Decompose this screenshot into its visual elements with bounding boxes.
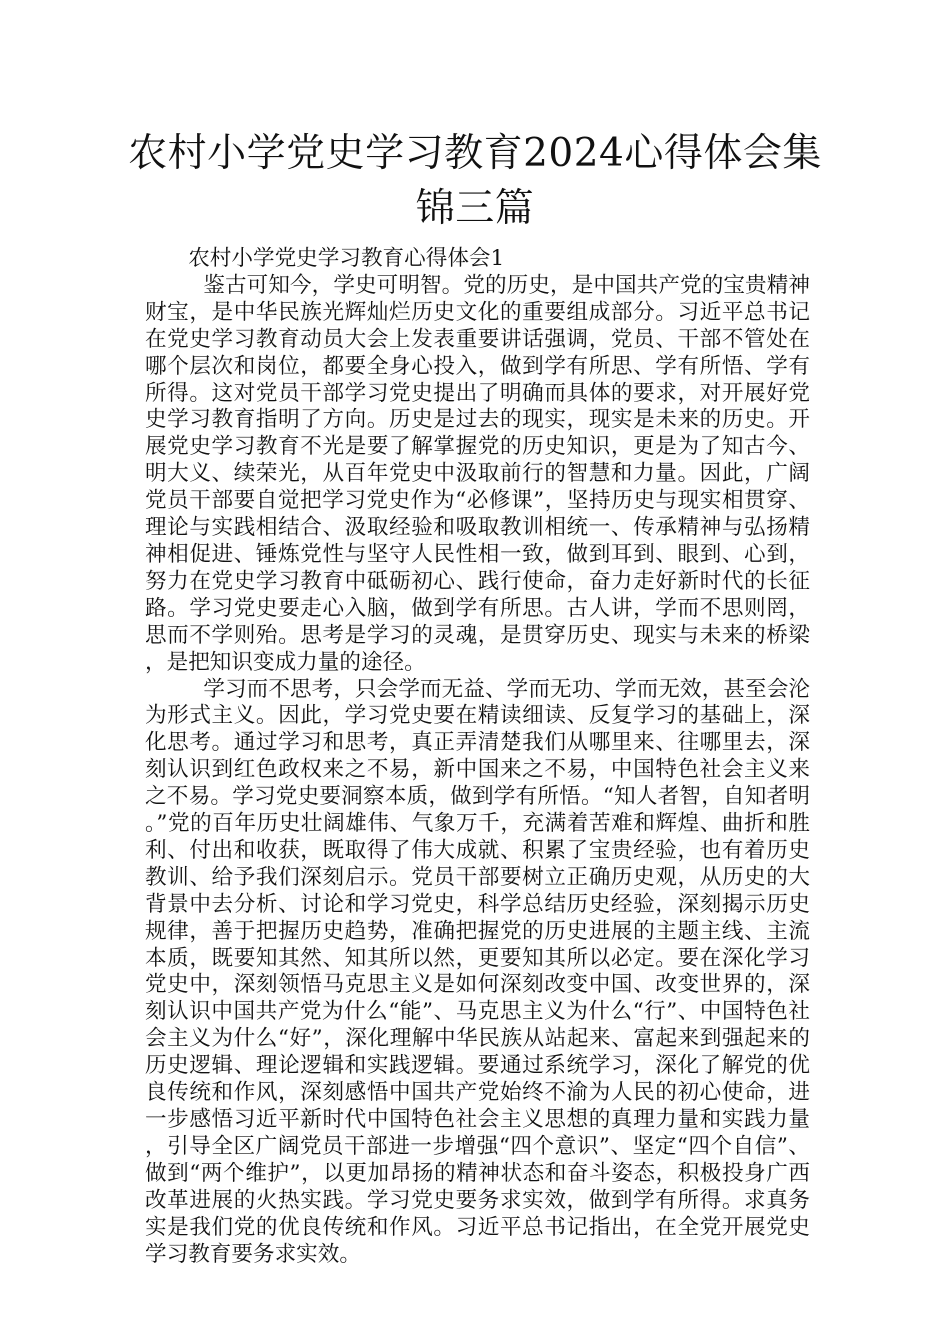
- document-body: [145, 246, 810, 1268]
- paragraph-1: 鉴古可知今，学史可明智。党的历史，是中国共产党的宝贵精神财宝，是中华民族光辉灿烂历史文化的重要组成部分。习近平总书记在党史学习教育动员大会上发表重要讲话强调，党员、干部不管处在哪个层次和岗位，都要全身心投入，做到学有所思、学有所悟、学有所得。这对党员干部学习党史提出了明确而具体的要求，对开展好党史学习教育指明了方向。历史是过去的现实，现实是未来的历史。开展党史学习教育不光是要了解掌握党的历史知识，更是为了知古今、明大义、续荣光，从百年党史中汲取前行的智慧和力量。因此，广阔党员干部要自觉把学习党史作为“必修课”，坚持历史与现实相贯穿、理论与实践相结合、汲取经验和吸取教训相统一、传承精神与弘扬精神相促进、锤炼党性与坚守人民性相一致，做到耳到、眼到、心到，努力在党史学习教育中砥砺初心、践行使命，奋力走好新时代的长征路。学习党史要走心入脑，做到学有所思。古人讲，学而不思则罔，思而不学则殆。思考是学习的灵魂，是贯穿历史、现实与未来的桥梁，是把知识变成力量的途径。: [145, 272, 810, 675]
- section-heading: 农村小学党史学习教育心得体会1: [188, 246, 505, 271]
- document-title: 农村小学党史学习教育2024心得体会集锦三篇: [128, 131, 822, 231]
- paragraph-2: 学习而不思考，只会学而无益、学而无功、学而无效，甚至会沦为形式主义。因此，学习党史要在精读细读、反复学习的基础上，深化思考。通过学习和思考，真正弄清楚我们从哪里来、往哪里去，深刻认识到红色政权来之不易，新中国来之不易，中国特色社会主义来之不易。学习党史要洞察本质，做到学有所悟。“知人者智，自知者明。”党的百年历史壮阔雄伟、气象万千，充满着苦难和辉煌、曲折和胜利、付出和收获，既取得了伟大成就、积累了宝贵经验，也有着历史教训、给予我们深刻启示。党员干部要树立正确历史观，从历史的大背景中去分析、讨论和学习党史，科学总结历史经验，深刻揭示历史规律，善于把握历史趋势，准确把握党的历史进展的主题主线、主流本质，既要知其然、知其所以然，更要知其所以必定。要在深化学习党史中，深刻领悟马克思主义是如何深刻改变中国、改变世界的，深刻认识中国共产党为什么“能”、马克思主义为什么“行”、中国特色社会主义为什么“好”，深化理解中华民族从站起来、富起来到强起来的历史逻辑、理论逻辑和实践逻辑。要通过系统学习，深化了解党的优良传统和作风，深刻感悟中国共产党始终不渝为人民的初心使命，进一步感悟习近平新时代中国特色社会主义思想的真理力量和实践力量，引导全区广阔党员干部进一步增强“四个意识”、坚定“四个自信”、做到“两个维护”，以更加昂扬的精神状态和奋斗姿态，积极投身广西改革进展的火热实践。学习党史要务求实效，做到学有所得。求真务实是我们党的优良传统和作风。习近平总书记指出，在全党开展党史学习教育要务求实效。: [145, 676, 810, 1267]
